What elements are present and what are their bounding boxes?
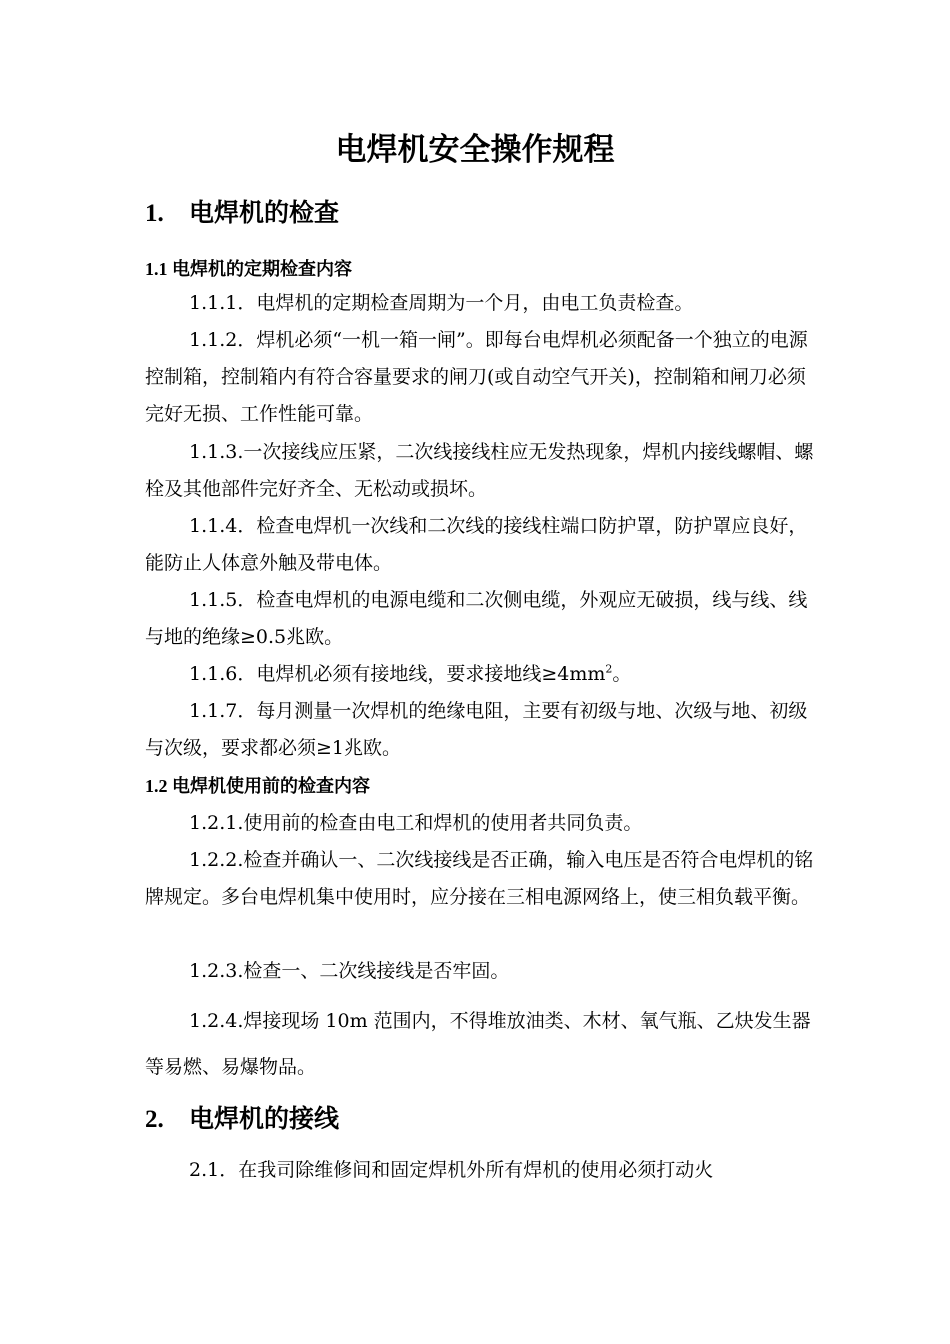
subsection-1-1-heading xyxy=(145,255,352,284)
paragraph-1-2-3: 1.2.3.检查一、二次线接线是否牢固。 xyxy=(189,960,510,982)
paragraph-1-1-6-tail: 。 xyxy=(612,663,632,685)
paragraph-1-2-2: 1.2.2.检查并确认一、二次线接线是否正确，输入电压是否符合电焊机的铭牌规定。多台电焊机集中使用时，应分接在三相电源网络上，使三相负载平衡。 xyxy=(145,849,814,908)
section-2-title: 电焊机的接线 xyxy=(189,1104,340,1133)
paragraph-1-1-1: 1.1.1．电焊机的定期检查周期为一个月，由电工负责检查。 xyxy=(189,292,694,314)
subsection-1-1-number: 1.1 xyxy=(145,259,168,279)
subsection-1-2-title: 电焊机使用前的检查内容 xyxy=(172,776,370,797)
paragraph-1-1-6-text: 1.1.6．电焊机必须有接地线，要求接地线≥4mm xyxy=(189,663,606,685)
paragraph-1-1-7: 1.1.7．每月测量一次焊机的绝缘电阻，主要有初级与地、次级与地、初级与次级，要求都必须≥1兆欧。 xyxy=(145,700,808,759)
paragraph-1-2-1: 1.2.1.使用前的检查由电工和焊机的使用者共同负责。 xyxy=(189,812,643,834)
paragraph-1-1-6 xyxy=(145,656,817,693)
subsection-1-2-heading xyxy=(145,772,370,801)
document-title: 电焊机安全操作规程 xyxy=(335,132,615,168)
paragraph-1-1-3: 1.1.3.一次接线应压紧，二次线接线柱应无发热现象，焊机内接线螺帽、螺栓及其他部件完好齐全、无松动或损坏。 xyxy=(145,441,814,500)
paragraph-1-2-4: 1.2.4.焊接现场 10m 范围内，不得堆放油类、木材、氧气瓶、乙炔发生器等易燃、易爆物品。 xyxy=(145,1010,811,1078)
paragraph-1-1-5: 1.1.5．检查电焊机的电源电缆和二次侧电缆，外观应无破损，线与线、线与地的绝缘≥0.5兆欧。 xyxy=(145,589,808,648)
paragraph-2-1: 2.1．在我司除维修间和固定焊机外所有焊机的使用必须打动火 xyxy=(189,1159,714,1181)
superscript-2: 2 xyxy=(605,662,613,676)
subsection-1-2-number: 1.2 xyxy=(145,776,168,796)
paragraph-1-1-4: 1.1.4．检查电焊机一次线和二次线的接线柱端口防护罩，防护罩应良好，能防止人体意外触及带电体。 xyxy=(145,515,808,574)
section-1-heading xyxy=(145,196,339,231)
section-1-title: 电焊机的检查 xyxy=(189,198,340,227)
section-1-number: 1. xyxy=(145,200,164,227)
paragraph-1-1-2: 1.1.2．焊机必须“一机一箱一闸”。即每台电焊机必须配备一个独立的电源控制箱，控制箱内有符合容量要求的闸刀(或自动空气开关)，控制箱和闸刀必须完好无损、工作性能可靠。 xyxy=(145,329,808,425)
section-2-heading xyxy=(145,1102,339,1137)
subsection-1-1-title: 电焊机的定期检查内容 xyxy=(172,259,352,280)
section-2-number: 2. xyxy=(145,1106,164,1133)
